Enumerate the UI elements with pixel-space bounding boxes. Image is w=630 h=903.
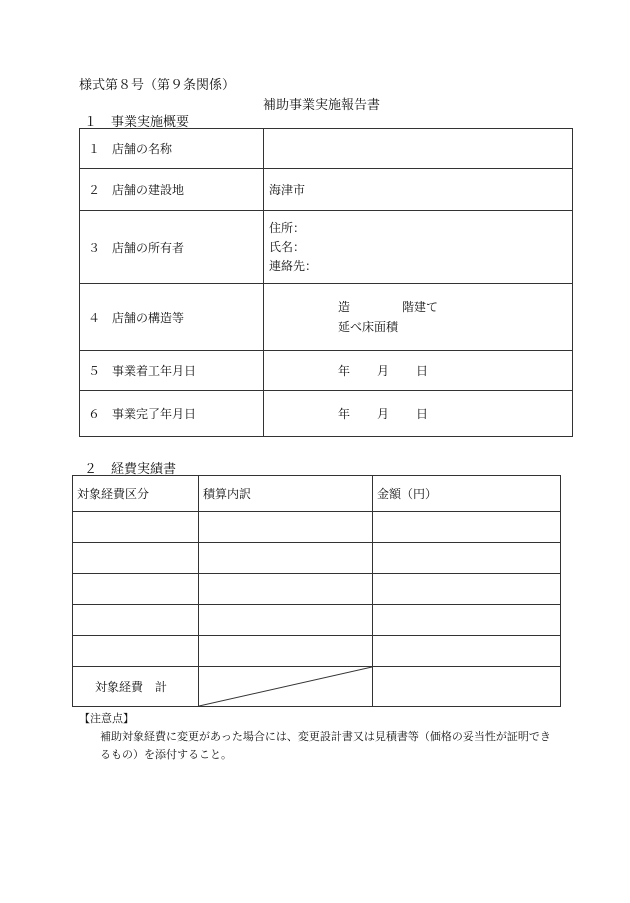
- table-row: [73, 574, 561, 605]
- structure-label: 造: [338, 300, 351, 314]
- row-label: ３ 店舗の所有者: [80, 211, 264, 284]
- notes-text-line1: 補助対象経費に変更があった場合には、変更設計書又は見積書等（価格の妥当性が証明でき: [100, 730, 551, 743]
- table-row: [80, 284, 573, 351]
- table-row: [80, 169, 573, 211]
- floor-area-label: 延べ床面積: [338, 320, 399, 334]
- structure-value: [264, 284, 573, 351]
- column-header: 金額（円）: [373, 476, 561, 512]
- table-row: [73, 605, 561, 636]
- section1-heading: １ 事業実施概要: [84, 115, 190, 130]
- total-amount: [373, 667, 561, 707]
- total-label: 対象経費 計: [73, 667, 199, 707]
- row-label: １ 店舗の名称: [80, 129, 264, 169]
- form-number: 様式第８号（第９条関係）: [79, 78, 236, 93]
- table-row: [73, 543, 561, 574]
- table-row: [80, 391, 573, 437]
- table-row: [80, 351, 573, 391]
- column-header: 積算内訳: [199, 476, 373, 512]
- expense-table: [72, 475, 561, 707]
- notes-text-line2: るもの）を添付すること。: [100, 748, 232, 761]
- row-label: ２ 店舗の建設地: [80, 169, 264, 211]
- start-date-value: 年 月 日: [264, 351, 573, 391]
- table-header-row: [73, 476, 561, 512]
- table-row: [73, 636, 561, 667]
- floors-label: 階建て: [402, 300, 439, 314]
- table-row: [80, 129, 573, 169]
- completion-date-value: 年 月 日: [264, 391, 573, 437]
- column-header: 対象経費区分: [73, 476, 199, 512]
- owner-value: [264, 211, 573, 284]
- owner-address-label: 住所：: [269, 220, 306, 235]
- notes-heading: 【注意点】: [79, 712, 134, 725]
- table-row: [73, 512, 561, 543]
- store-name-value: [264, 129, 573, 169]
- diagonal-line: [199, 667, 372, 706]
- total-row: [73, 667, 561, 707]
- owner-name-label: 氏名：: [269, 239, 306, 254]
- owner-contact-label: 連絡先：: [269, 258, 318, 273]
- diagonal-cell: [199, 667, 373, 707]
- page-title: 補助事業実施報告書: [263, 98, 381, 113]
- table-row: [80, 211, 573, 284]
- section2-heading: ２ 経費実績書: [84, 462, 177, 477]
- row-label: ４ 店舗の構造等: [80, 284, 264, 351]
- row-label: ５ 事業着工年月日: [80, 351, 264, 391]
- row-label: ６ 事業完了年月日: [80, 391, 264, 437]
- construction-site-value: 海津市: [264, 169, 573, 211]
- project-overview-table: [79, 128, 573, 437]
